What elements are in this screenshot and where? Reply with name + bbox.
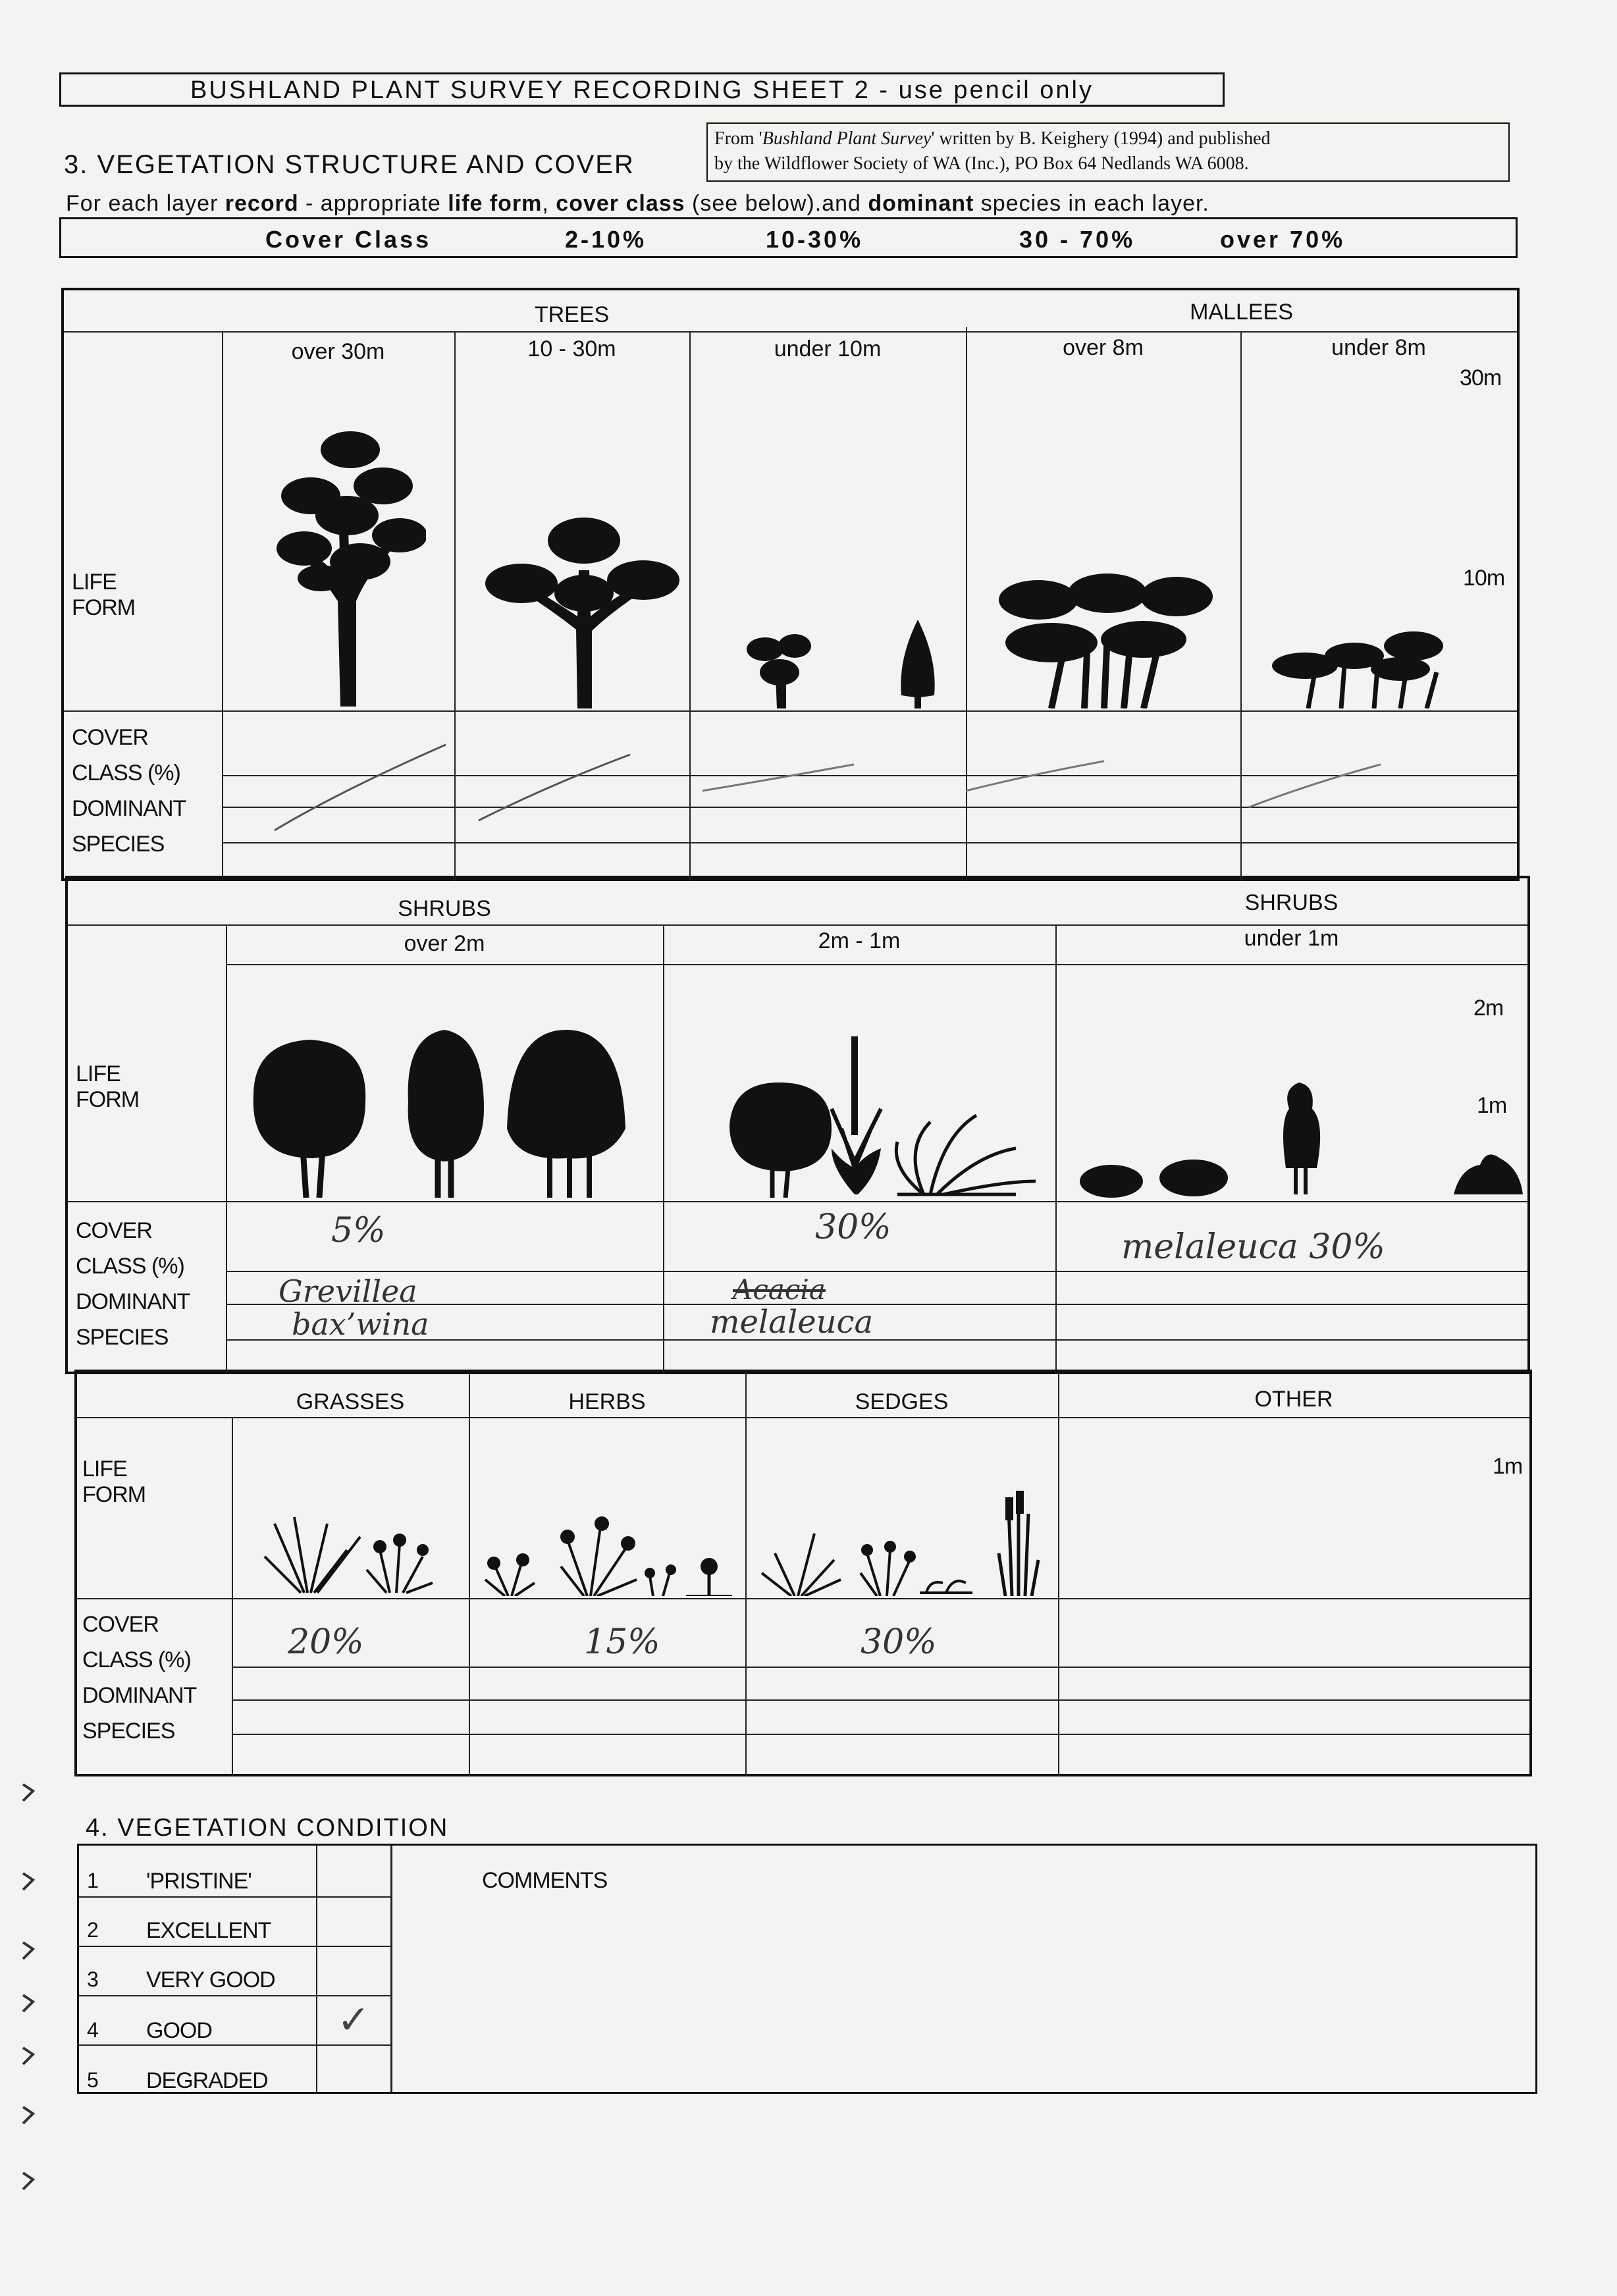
shrubs-right-heading: SHRUBS <box>1244 890 1339 915</box>
cover-species-labels-3: COVER CLASS (%) DOMINANT SPECIES <box>82 1612 197 1744</box>
col-herbs: HERBS <box>568 1389 646 1414</box>
condition-degraded: DEGRADED <box>146 2068 268 2093</box>
shrub-2m-1m-species-struck: Acacia <box>733 1273 826 1306</box>
sedges-icon <box>755 1487 1051 1596</box>
mid-shrubs-icon <box>726 1036 1055 1198</box>
shrubs-panel <box>65 876 1530 1374</box>
source-book-title: Bushland Plant Survey <box>762 128 932 149</box>
col-other: OTHER <box>1254 1387 1333 1412</box>
shrub-under-1m-note: melaleuca 30% <box>1121 1227 1385 1267</box>
condition-checkbox-5[interactable] <box>317 2045 390 2093</box>
grasses-icon <box>255 1510 465 1596</box>
condition-num-1: 1 <box>87 1869 98 1892</box>
medium-tree-icon <box>479 518 689 708</box>
instr-bold-4: dominant <box>868 191 974 216</box>
condition-very-good: VERY GOOD <box>146 1967 275 1992</box>
mallees-heading: MALLEES <box>1190 300 1293 325</box>
instructions <box>66 191 1209 217</box>
condition-checkbox-4-checked[interactable]: ✓ <box>336 1998 371 2042</box>
condition-num-3: 3 <box>87 1967 98 1991</box>
cover-species-labels-1: COVER CLASS (%) DOMINANT SPECIES <box>72 725 186 857</box>
condition-checkbox-3[interactable] <box>317 1946 390 1995</box>
scale-1m-shrubs: 1m <box>1477 1093 1507 1118</box>
scale-1m-ground: 1m <box>1493 1454 1523 1479</box>
life-form-label-2: LIFE FORM <box>76 1061 140 1112</box>
condition-checkbox-1[interactable] <box>317 1846 390 1896</box>
instr-text-5: species in each layer. <box>974 191 1209 216</box>
tall-tree-icon <box>275 430 426 707</box>
instr-text-3: , <box>542 191 556 216</box>
col-over-2m: over 2m <box>404 931 485 956</box>
scale-10m: 10m <box>1463 566 1505 591</box>
sedges-cover: 30% <box>861 1622 937 1662</box>
shrubs-left-heading: SHRUBS <box>398 896 491 921</box>
source-publisher: by the Wildflower Society of WA (Inc.), PO Box 64 Nedlands WA 6008. <box>714 153 1249 174</box>
col-10-30m: 10 - 30m <box>527 336 616 361</box>
cover-class-2-10: 2-10% <box>565 226 647 253</box>
instr-text-1: For each layer <box>66 191 225 216</box>
condition-checkbox-2[interactable] <box>317 1897 390 1946</box>
mallee-large-icon <box>992 567 1216 708</box>
cover-class-10-30: 10-30% <box>766 226 864 253</box>
life-form-label-1: LIFE FORM <box>72 570 136 620</box>
condition-pristine: 'PRISTINE' <box>146 1869 252 1894</box>
instr-text-4: (see below).and <box>685 191 868 216</box>
conifer-icon <box>895 620 941 708</box>
source-suffix: ' written by B. Keighery (1994) and published <box>931 128 1271 149</box>
herbs-cover: 15% <box>584 1622 660 1662</box>
cover-species-labels-2: COVER CLASS (%) DOMINANT SPECIES <box>76 1218 190 1350</box>
mallee-small-icon <box>1269 626 1466 708</box>
instr-bold-3: cover class <box>556 191 685 216</box>
shrub-2m-1m-species: melaleuca <box>710 1304 874 1341</box>
life-form-label-3: LIFE FORM <box>82 1456 146 1507</box>
grasses-cover: 20% <box>288 1622 364 1662</box>
comments-field[interactable] <box>391 1885 1530 2083</box>
shrub-over-2m-species-1: Grevillea <box>278 1273 417 1309</box>
scale-30m: 30m <box>1460 365 1502 390</box>
trees-mallees-panel <box>61 288 1520 881</box>
cover-class-30-70: 30 - 70% <box>1019 226 1136 253</box>
cover-class-legend <box>59 217 1518 258</box>
condition-excellent: EXCELLENT <box>146 1918 271 1943</box>
cover-class-label: Cover Class <box>265 226 432 253</box>
vegetation-condition-box <box>77 1844 1537 2094</box>
col-over-30m: over 30m <box>291 339 385 364</box>
tall-shrubs-icon <box>240 1030 655 1198</box>
shrub-over-2m-species-2: bax’wina <box>292 1306 429 1342</box>
section-4-heading: 4. VEGETATION CONDITION <box>86 1814 449 1842</box>
col-under-8m: under 8m <box>1331 335 1426 360</box>
col-grasses: GRASSES <box>296 1389 405 1414</box>
shrub-2m-1m-cover: 30% <box>815 1208 891 1247</box>
col-under-10m: under 10m <box>774 336 882 361</box>
col-sedges: SEDGES <box>855 1389 949 1414</box>
ground-layer-panel <box>74 1370 1532 1776</box>
condition-num-4: 4 <box>87 2018 98 2042</box>
source-prefix: From ' <box>714 128 762 149</box>
scale-2m: 2m <box>1473 996 1504 1021</box>
condition-num-2: 2 <box>87 1918 98 1942</box>
pencil-strokes-trees <box>222 712 1517 843</box>
source-citation <box>706 122 1510 182</box>
trees-heading: TREES <box>534 302 610 327</box>
condition-num-5: 5 <box>87 2068 98 2092</box>
instr-bold-1: record <box>225 191 299 216</box>
col-under-1m: under 1m <box>1244 926 1339 951</box>
shrub-over-2m-cover: 5% <box>331 1211 386 1250</box>
col-2m-1m: 2m - 1m <box>818 928 901 953</box>
instr-text-2: - appropriate <box>298 191 448 216</box>
low-shrubs-icon <box>1078 1069 1526 1198</box>
col-over-8m: over 8m <box>1063 335 1144 360</box>
condition-good: GOOD <box>146 2018 212 2043</box>
herbs-icon <box>482 1514 739 1596</box>
binder-marks-decoration <box>13 1771 46 2219</box>
instr-bold-2: life form <box>448 191 543 216</box>
small-tree-icon <box>745 629 818 708</box>
cover-class-over-70: over 70% <box>1220 226 1346 253</box>
section-3-heading: 3. VEGETATION STRUCTURE AND COVER <box>64 150 635 179</box>
sheet-title: BUSHLAND PLANT SURVEY RECORDING SHEET 2 - use pencil only <box>59 72 1225 107</box>
comments-label: COMMENTS <box>482 1868 608 1893</box>
